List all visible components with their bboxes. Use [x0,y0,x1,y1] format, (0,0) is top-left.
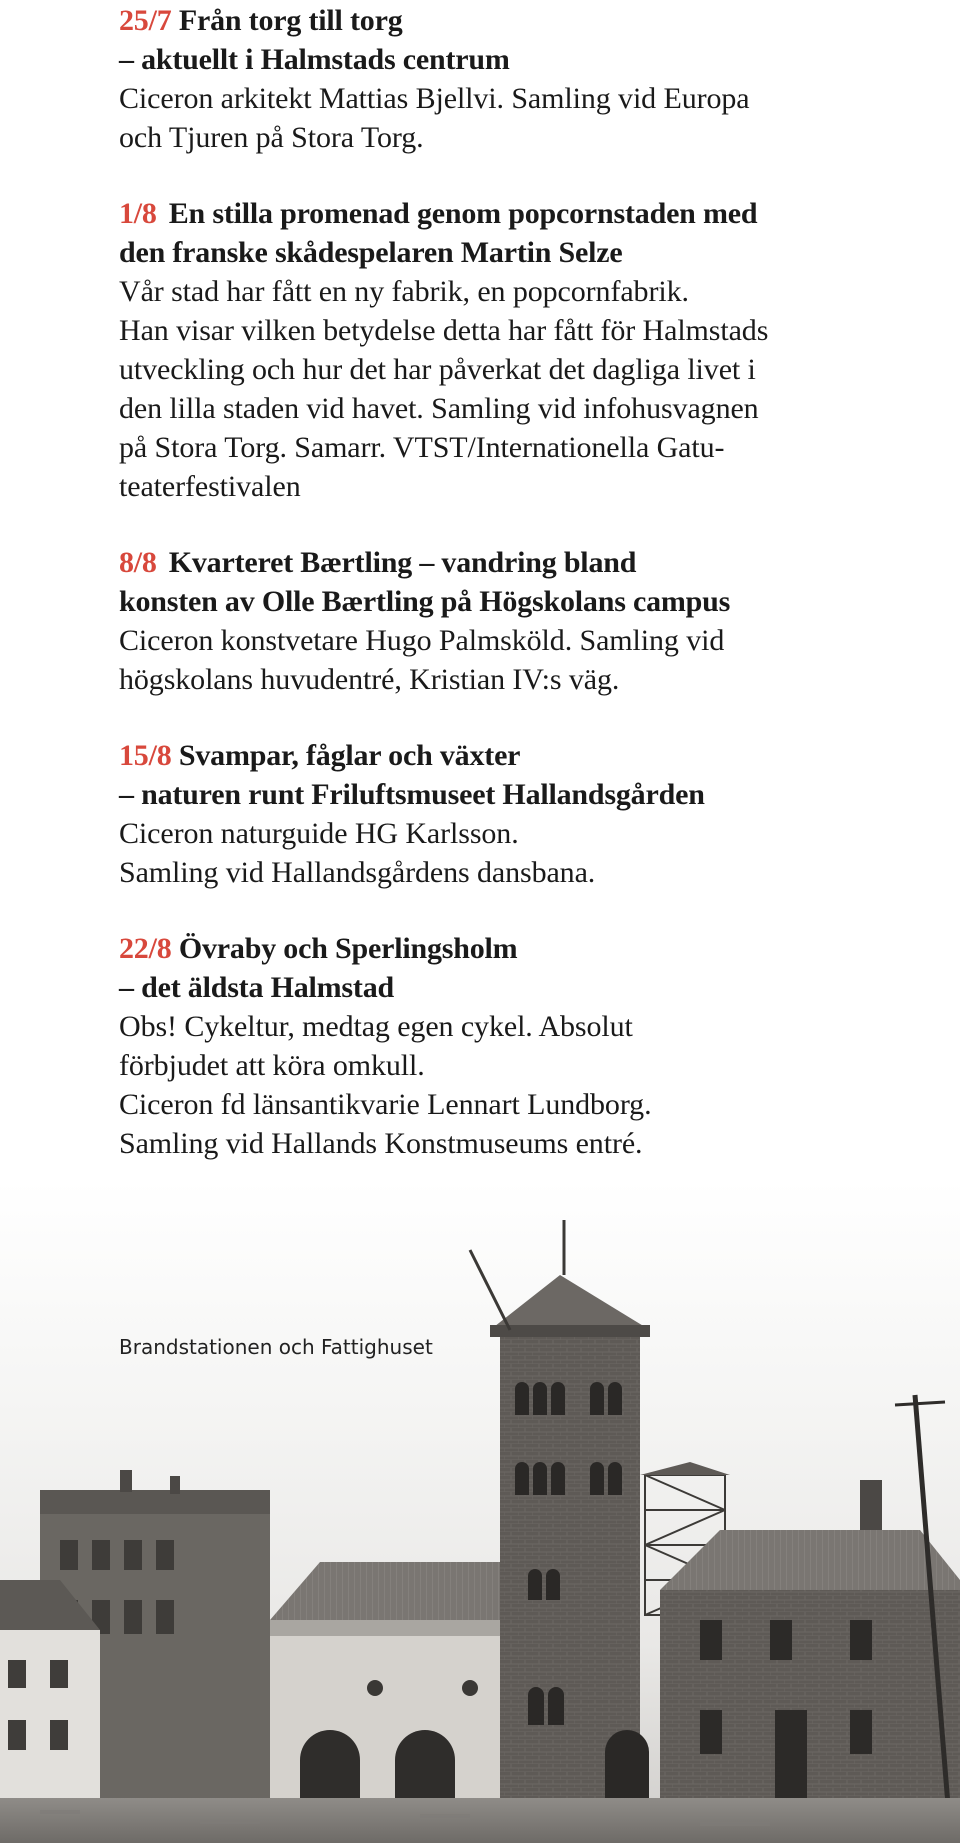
event-description: Ciceron arkitekt Mattias Bjellvi. Samling vid Europa och Tjuren på Stora Torg. [119,82,750,154]
event-description: Vår stad har fått en ny fabrik, en popcornfabrik. Han visar vilken betydelse detta har fått för Halmstads utveckling och hur det har påverkat det dagliga livet i den lilla staden vid havet. Samling vid infohusvagnen på Stora Torg. Samarr. VTST/Internationella Gatu- teaterfestivalen [119,275,769,503]
event-title: 1/8 En stilla promenad genom popcornstaden med den franske skådespelaren Martin Selze [119,194,919,272]
event-description: Obs! Cykeltur, medtag egen cykel. Absolut förbjudet att köra omkull. Ciceron fd länsantikvarie Lennart Lundborg. Samling vid Hallands Konstmuseums entré. [119,1010,652,1160]
event-title: 8/8 Kvarteret Bærtling – vandring bland konsten av Olle Bærtling på Högskolans campus [119,543,919,621]
event-item [119,929,919,1163]
historic-photo [0,1180,960,1843]
event-date: 15/8 [119,739,172,772]
event-date: 25/7 [119,4,172,37]
event-item [119,736,919,892]
event-date: 8/8 [119,546,157,579]
event-item [119,543,919,699]
event-description: Ciceron naturguide HG Karlsson. Samling vid Hallandsgårdens dansbana. [119,817,596,889]
event-title: 25/7 Från torg till torg – aktuellt i Halmstads centrum [119,1,919,79]
event-description: Ciceron konstvetare Hugo Palmsköld. Samling vid högskolans huvudentré, Kristian IV:s väg. [119,624,725,696]
event-title: 22/8 Övraby och Sperlingsholm – det äldsta Halmstad [119,929,919,1007]
photo-caption: Brandstationen och Fattighuset [119,1335,433,1359]
event-item [119,1,919,157]
fire-station-illustration [0,1180,960,1843]
event-title: 15/8 Svampar, fåglar och växter – naturen runt Friluftsmuseet Hallandsgården [119,736,919,814]
event-list [119,0,919,1200]
event-item [119,194,919,506]
event-date: 22/8 [119,932,172,965]
event-date: 1/8 [119,197,157,230]
